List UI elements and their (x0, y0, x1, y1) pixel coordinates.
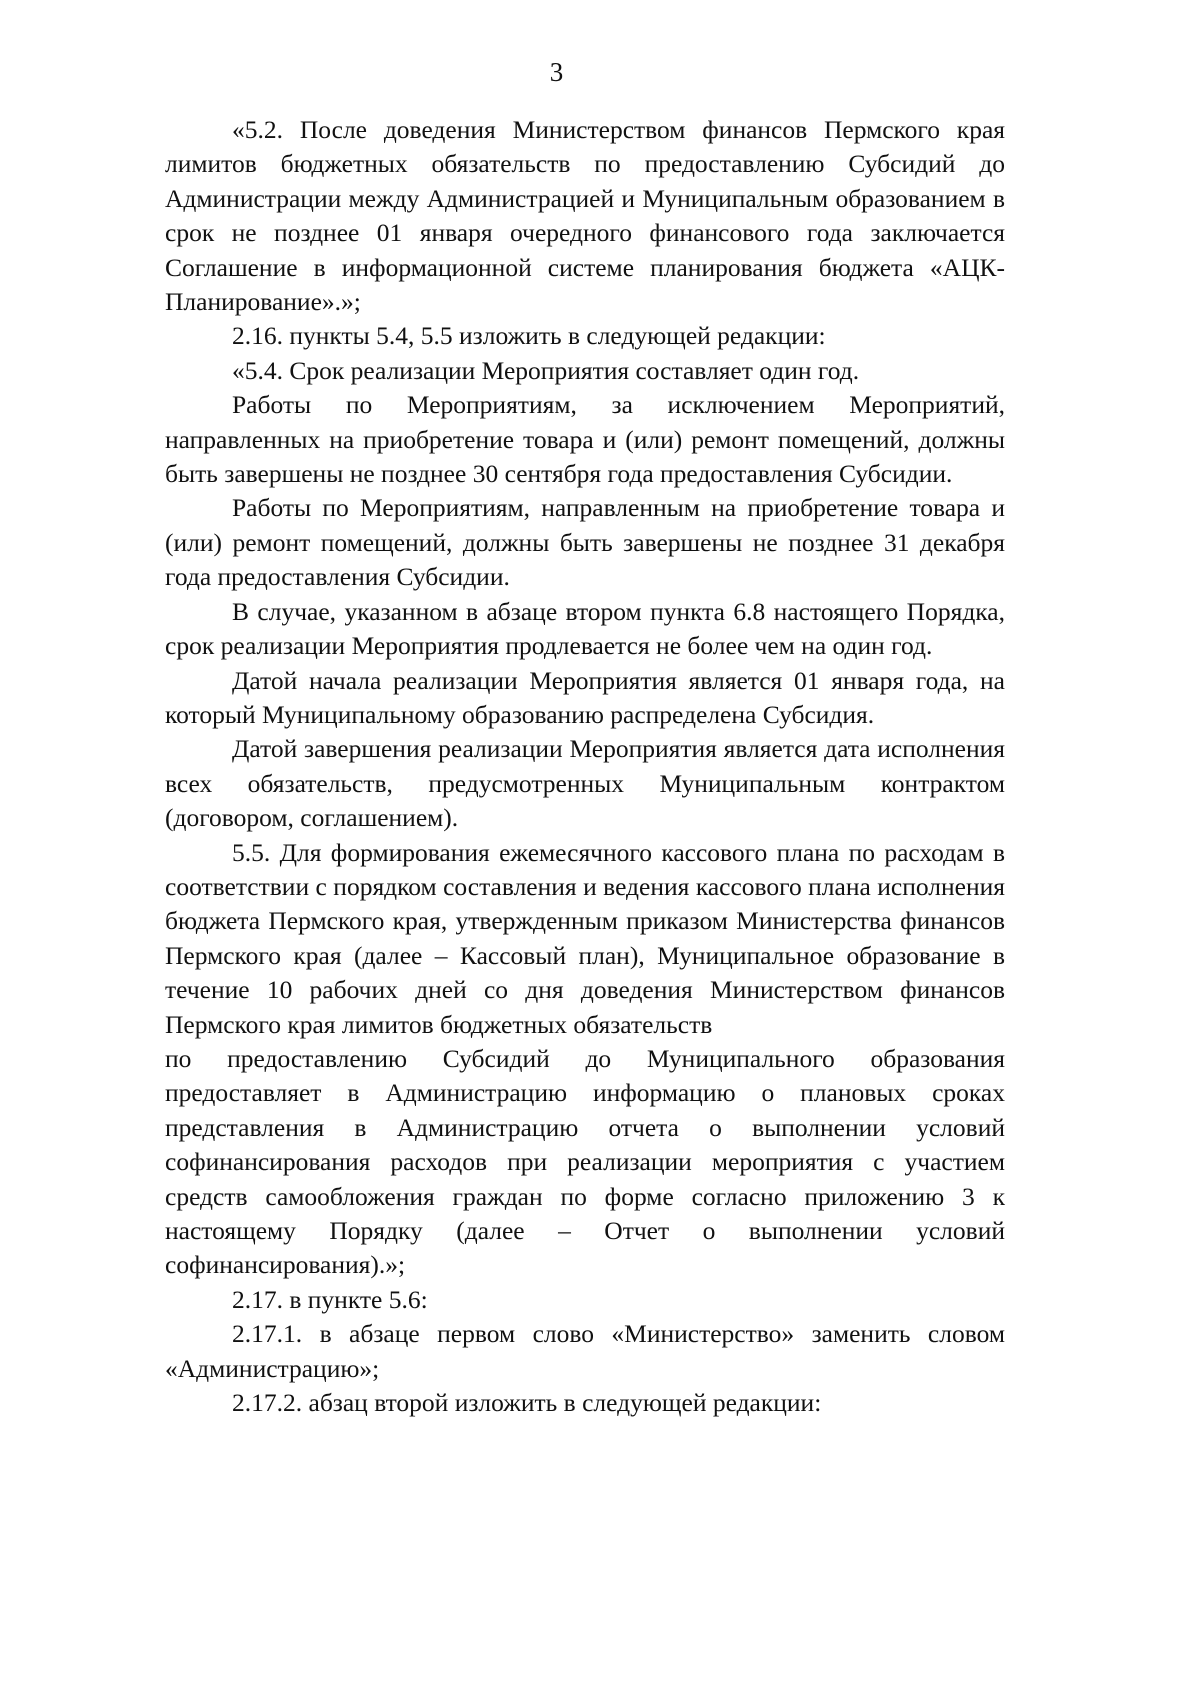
paragraph-works-deadline-december: Работы по Мероприятиям, направленным на приобретение товара и (или) ремонт помещений, должны быть завершены не позднее 31 декабря года предоставления Субсидии. (165, 493, 1005, 592)
paragraph-extension: В случае, указанном в абзаце втором пункта 6.8 настоящего Порядка, срок реализации Мероприятия продлевается не более чем на один год. (165, 596, 1005, 661)
paragraph-start-date: Датой начала реализации Мероприятия является 01 января года, на который Муниципальному образованию распределена Субсидия. (165, 665, 1005, 729)
paragraph-2-17-1: 2.17.1. в абзаце первом слово «Министерство» заменить словом «Администрацию»; (165, 1319, 1005, 1383)
paragraph-5-5-continued: по предоставлению Субсидий до Муниципального образования предоставляет в Администрацию информацию о плановых сроках представления в Администрацию отчета о выполнении условий софинансирования расходов при реализации мероприятия с участием средств самообложения граждан по форме согласно приложению 3 к настоящему Порядку (далее – Отчет о выполнении условий софинансирования).»; (165, 1043, 1005, 1280)
paragraph-5-5: 5.5. Для формирования ежемесячного кассового плана по расходам в соответствии с порядком составления и ведения кассового плана исполнения бюджета Пермского края, утвержденным приказом Министерства финансов Пермского края (далее – Кассовый план), Муниципальное образование в течение 10 рабочих дней со дня доведения Министерством финансов Пермского края лимитов бюджетных обязательств (165, 837, 1005, 1039)
paragraph-2-17: 2.17. в пункте 5.6: (232, 1284, 428, 1314)
document-body (165, 113, 1005, 1420)
paragraph-end-date: Датой завершения реализации Мероприятия является дата исполнения всех обязательств, предусмотренных Муниципальным контрактом (договором, соглашением). (165, 734, 1005, 833)
paragraph-works-deadline-september: Работы по Мероприятиям, за исключением Мероприятий, направленных на приобретение товара и (или) ремонт помещений, должны быть завершены не позднее 30 сентября года предоставления Субсидии. (165, 390, 1005, 489)
page-number: 3 (549, 57, 564, 87)
paragraph-2-17-2: 2.17.2. абзац второй изложить в следующей редакции: (232, 1388, 822, 1418)
paragraph-5-4: «5.4. Срок реализации Мероприятия составляет один год. (232, 355, 860, 385)
paragraph-5-2: «5.2. После доведения Министерством финансов Пермского края лимитов бюджетных обязательств по предоставлению Субсидий до Администрации между Администрацией и Муниципальным образованием в срок не позднее 01 января очередного финансового года заключается Соглашение в информационной системе планирования бюджета «АЦК-Планирование».»; (165, 115, 1005, 317)
paragraph-2-16: 2.16. пункты 5.4, 5.5 изложить в следующей редакции: (232, 321, 826, 351)
